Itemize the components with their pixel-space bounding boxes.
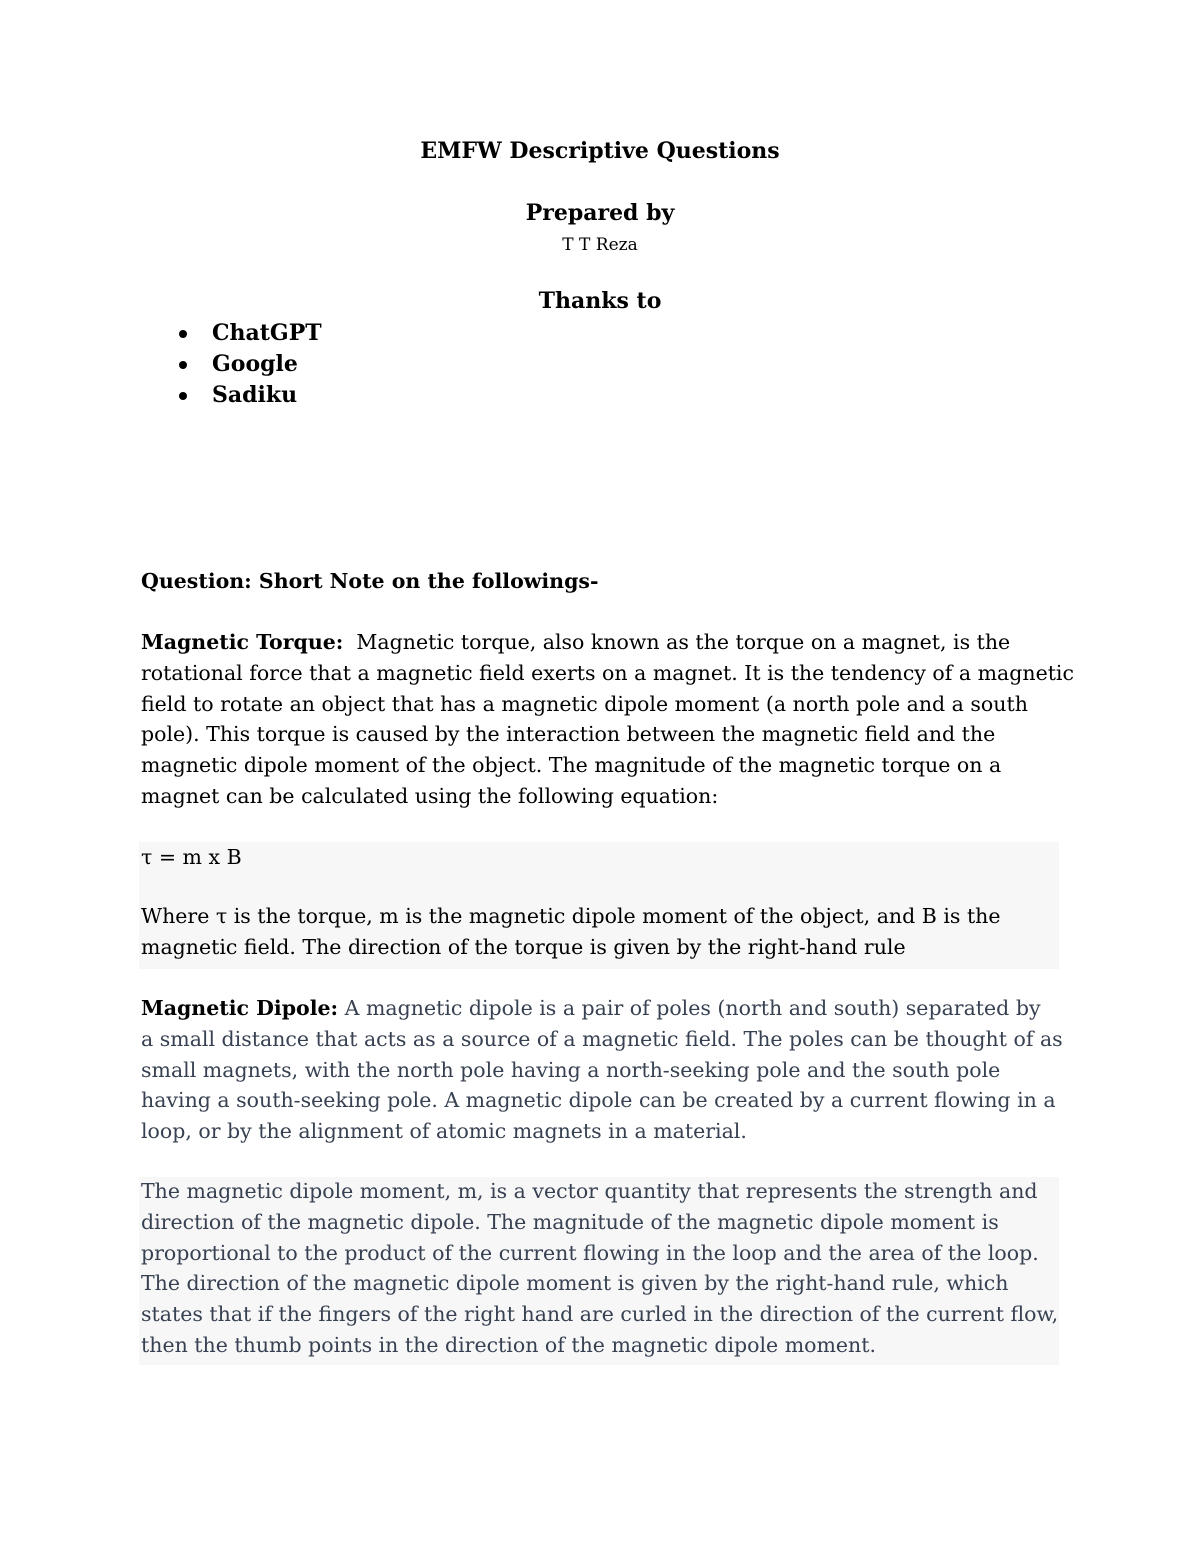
prepared-by-heading: Prepared by (525, 200, 675, 226)
magnetic-torque-paragraph (141, 627, 1074, 812)
equation-explanation (141, 901, 1059, 963)
paragraph-line: then the thumb points in the direction of the magnetic dipole moment. (141, 1332, 877, 1357)
paragraph-line: direction of the magnetic dipole. The magnitude of the magnetic dipole moment is (141, 1209, 999, 1234)
question-heading: Question: Short Note on the followings- (141, 569, 599, 593)
torque-equation: τ = m x B (141, 845, 242, 869)
thanks-item (176, 318, 322, 349)
paragraph-line: states that if the fingers of the right hand are curled in the direction of the current flow, (141, 1302, 1059, 1327)
paragraph-line: proportional to the product of the current flowing in the loop and the area of the loop. (141, 1240, 1039, 1265)
dipole-moment-paragraph (141, 1176, 1059, 1361)
author-name: T T Reza (562, 235, 638, 255)
paragraph-line: magnetic field. The direction of the torque is given by the right-hand rule (141, 934, 906, 959)
paragraph-line (141, 993, 1059, 1024)
thanks-heading: Thanks to (538, 288, 662, 314)
magnetic-dipole-paragraph (141, 993, 1063, 1147)
thanks-item-label: Google (212, 351, 298, 377)
thanks-item (176, 349, 322, 380)
bullet-icon (179, 361, 187, 369)
paragraph-text: A magnetic dipole is a pair of poles (north and south) separated by (344, 996, 1041, 1020)
paragraph-line: Where τ is the torque, m is the magnetic dipole moment of the object, and B is the (141, 904, 1001, 928)
thanks-item-label: ChatGPT (212, 320, 322, 346)
magnetic-dipole-term: Magnetic Dipole: (141, 996, 339, 1020)
paragraph-line: small magnets, with the north pole having a north-seeking pole and the south pole (141, 1057, 1001, 1082)
paragraph-line: The direction of the magnetic dipole moment is given by the right-hand rule, which (141, 1271, 1009, 1296)
paragraph-line: The magnetic dipole moment, m, is a vector quantity that represents the strength and (141, 1179, 1038, 1203)
paragraph-line: having a south-seeking pole. A magnetic dipole can be created by a current flowing in a (141, 1088, 1056, 1113)
thanks-item (176, 380, 322, 411)
magnetic-torque-term: Magnetic Torque: (141, 630, 344, 654)
bullet-icon (179, 330, 187, 338)
thanks-item-label: Sadiku (212, 382, 298, 408)
paragraph-line: magnet can be calculated using the following equation: (141, 783, 719, 808)
paragraph-line (141, 627, 1059, 658)
paragraph-line: pole). This torque is caused by the interaction between the magnetic field and the (141, 722, 996, 747)
document-title: EMFW Descriptive Questions (420, 138, 780, 164)
paragraph-line: a small distance that acts as a source of a magnetic field. The poles can be thought of as (141, 1026, 1063, 1051)
paragraph-line: loop, or by the alignment of atomic magnets in a material. (141, 1119, 747, 1144)
paragraph-line: field to rotate an object that has a magnetic dipole moment (a north pole and a south (141, 691, 1028, 716)
paragraph-text: Magnetic torque, also known as the torque on a magnet, is the (356, 630, 1011, 654)
paragraph-line: magnetic dipole moment of the object. The magnitude of the magnetic torque on a (141, 753, 1002, 778)
bullet-icon (179, 392, 187, 400)
thanks-list (176, 318, 322, 411)
paragraph-line: rotational force that a magnetic field exerts on a magnet. It is the tendency of a magnetic (141, 660, 1074, 685)
